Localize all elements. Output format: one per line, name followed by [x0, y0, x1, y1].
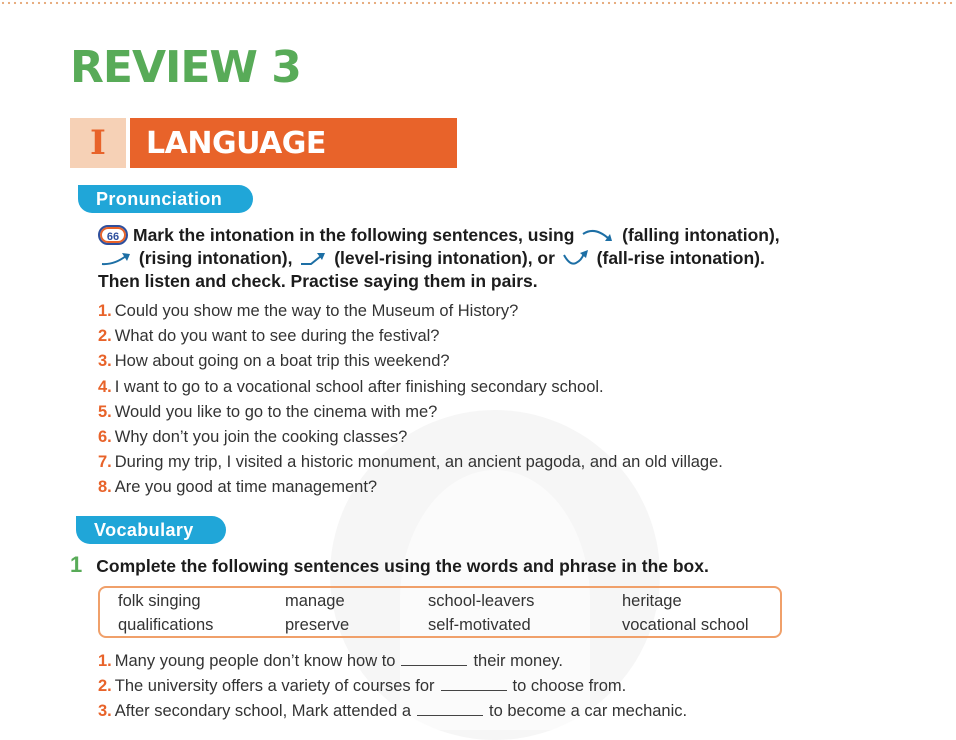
answer-blank[interactable]	[401, 651, 467, 666]
task-text: Complete the following sentences using the words and phrase in the box.	[96, 556, 709, 576]
section-number: I	[70, 118, 126, 168]
pronunciation-list	[98, 300, 723, 502]
section-title: LANGUAGE	[130, 118, 457, 168]
list-item: 1. Could you show me the way to the Museum of History?	[98, 302, 519, 320]
word-item: vocational school	[622, 616, 749, 634]
answer-blank[interactable]	[441, 676, 507, 691]
list-item: 5. Would you like to go to the cinema with me?	[98, 402, 438, 421]
word-item: qualifications	[118, 616, 214, 634]
word-item: school-leavers	[428, 592, 535, 610]
pronunciation-instruction-line2	[98, 247, 765, 269]
top-border-decoration	[0, 0, 956, 6]
pronunciation-instruction-line1	[98, 224, 780, 246]
list-item: 8. Are you good at time management?	[98, 478, 378, 497]
instruction-fall-rise: (fall-rise intonation).	[596, 248, 765, 268]
instruction-text-a: Mark the intonation in the following sentences, using	[133, 225, 575, 245]
vocabulary-task	[70, 552, 709, 578]
pronunciation-label: Pronunciation	[78, 185, 253, 213]
word-item: folk singing	[118, 592, 201, 610]
word-item: preserve	[285, 616, 350, 634]
instruction-rising: (rising intonation),	[138, 248, 293, 268]
word-item: manage	[285, 592, 345, 610]
vocabulary-list	[98, 650, 687, 725]
word-item: heritage	[622, 592, 682, 610]
task-number: 1	[70, 552, 83, 577]
list-item: 2. What do you want to see during the festival?	[98, 327, 440, 346]
instruction-falling: (falling intonation),	[622, 225, 780, 245]
rising-intonation-icon	[100, 251, 132, 267]
answer-blank[interactable]	[417, 701, 483, 716]
list-item: 7. During my trip, I visited a historic monument, an ancient pagoda, and an old village.	[98, 453, 723, 472]
list-item: 1. Many young people don’t know how to their money.	[98, 652, 564, 670]
level-rising-intonation-icon	[299, 251, 327, 267]
page-title: REVIEW 3	[70, 42, 301, 93]
list-item: 6. Why don’t you join the cooking classes?	[98, 427, 408, 446]
vocabulary-label: Vocabulary	[76, 516, 226, 544]
list-item: 3. After secondary school, Mark attended a to become a car mechanic.	[98, 702, 688, 720]
fall-rise-intonation-icon	[562, 249, 590, 267]
word-box	[98, 586, 782, 638]
audio-track-icon[interactable]: 66	[98, 225, 128, 245]
falling-intonation-icon	[581, 228, 615, 244]
list-item: 2. The university offers a variety of courses for to choose from.	[98, 677, 627, 695]
instruction-level-rising: (level-rising intonation), or	[334, 248, 555, 268]
pronunciation-instruction-line3: Then listen and check. Practise saying them in pairs.	[98, 271, 538, 291]
list-item: 3. How about going on a boat trip this weekend?	[98, 352, 450, 371]
list-item: 4. I want to go to a vocational school after finishing secondary school.	[98, 377, 604, 396]
word-item: self-motivated	[428, 616, 531, 634]
